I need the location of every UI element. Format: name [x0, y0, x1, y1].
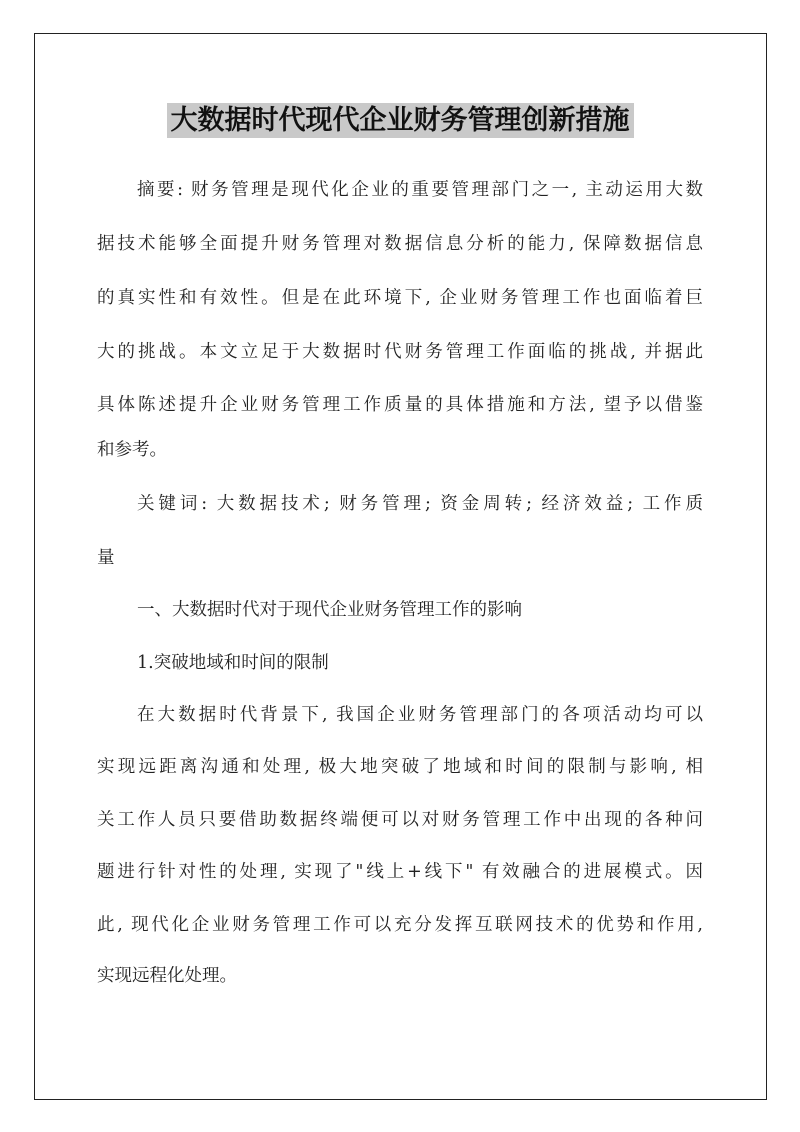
- body-line: 题进行针对性的处理, 实现了"线上+线下" 有效融合的进展模式。因: [97, 862, 703, 882]
- document-title-text: 大数据时代现代企业财务管理创新措施: [167, 103, 634, 138]
- body-line: 实现远程化处理。: [97, 966, 237, 986]
- abstract-line: 大的挑战。本文立足于大数据时代财务管理工作面临的挑战, 并据此: [97, 342, 703, 362]
- section-heading: 一、大数据时代对于现代企业财务管理工作的影响: [137, 600, 522, 620]
- abstract-line: 和参考。: [97, 440, 167, 460]
- abstract-line: 摘要: 财务管理是现代化企业的重要管理部门之一, 主动运用大数: [137, 180, 703, 200]
- abstract-line: 具体陈述提升企业财务管理工作质量的具体措施和方法, 望予以借鉴: [97, 395, 703, 415]
- subsection-heading: 1.突破地域和时间的限制: [137, 653, 329, 673]
- body-line: 此, 现代化企业财务管理工作可以充分发挥互联网技术的优势和作用,: [97, 915, 703, 935]
- keywords-line: 关键词: 大数据技术; 财务管理; 资金周转; 经济效益; 工作质: [137, 494, 703, 514]
- body-line: 在大数据时代背景下, 我国企业财务管理部门的各项活动均可以: [137, 705, 703, 725]
- keywords-line: 量: [97, 548, 115, 568]
- body-line: 关工作人员只要借助数据终端便可以对财务管理工作中出现的各种问: [97, 810, 703, 830]
- abstract-line: 的真实性和有效性。但是在此环境下, 企业财务管理工作也面临着巨: [97, 288, 703, 308]
- document-title: [0, 98, 800, 137]
- abstract-line: 据技术能够全面提升财务管理对数据信息分析的能力, 保障数据信息: [97, 234, 703, 254]
- body-line: 实现远距离沟通和处理, 极大地突破了地域和时间的限制与影响, 相: [97, 757, 703, 777]
